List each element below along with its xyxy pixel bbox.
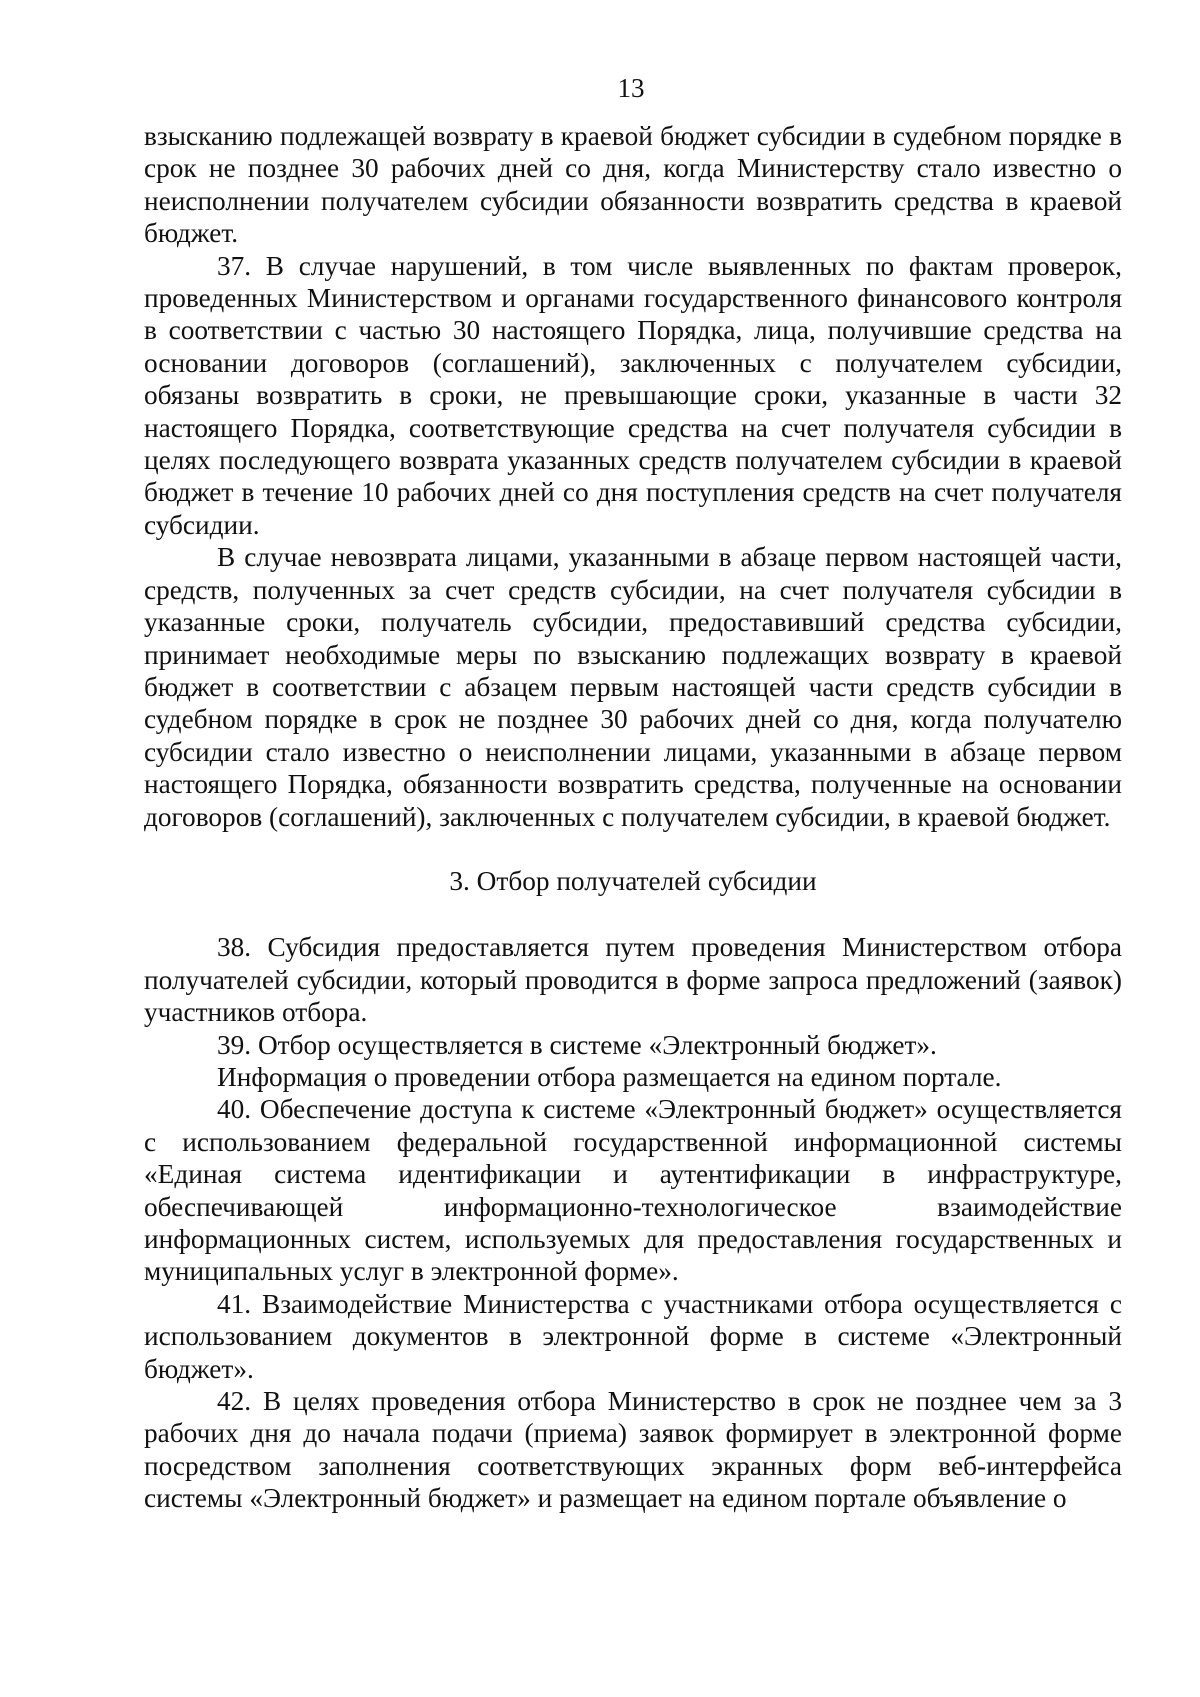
paragraph-40: 40. Обеспечение доступа к системе «Электронный бюджет» осуществляется с использованием федеральной государственной информационной системы «Единая система идентификации и аутентификации в инфраструктуре, обеспечивающей информационно-технологическое взаимодействие информационных систем, используемых для предоставления государственных и муниципальных услуг в электронной форме». [144,1094,1122,1287]
paragraph-37-second: В случае невозврата лицами, указанными в абзаце первом настоящей части, средств, полученных за счет средств субсидии, на счет получателя субсидии в указанные сроки, получатель субсидии, предоставивший средства субсидии, принимает необходимые меры по взысканию подлежащих возврату в краевой бюджет в соответствии с абзацем первым настоящей части средств субсидии в судебном порядке в срок не позднее 30 рабочих дней со дня, когда получателю субсидии стало известно о неисполнении лицами, указанными в абзаце первом настоящего Порядка, обязанности возвратить средства, полученные на основании договоров (соглашений), заключенных с получателем субсидии, в краевой бюджет. [144,542,1122,832]
document-body [144,120,1122,1515]
paragraph-39-second: Информация о проведении отбора размещается на едином портале. [217,1061,1002,1092]
paragraph-41: 41. Взаимодействие Министерства с участниками отбора осуществляется с использованием документов в электронной форме в системе «Электронный бюджет». [144,1288,1122,1384]
paragraph-37: 37. В случае нарушений, в том числе выявленных по фактам проверок, проведенных Министерством и органами государственного финансового контроля в соответствии с частью 30 настоящего Порядка, лица, получившие средства на основании договоров (соглашений), заключенных с получателем субсидии, обязаны возвратить в сроки, не превышающие сроки, указанные в части 32 настоящего Порядка, соответствующие средства на счет получателя субсидии в целях последующего возврата указанных средств получателем субсидии в краевой бюджет в течение 10 рабочих дней со дня поступления средств на счет получателя субсидии. [144,250,1122,540]
paragraph-38: 38. Субсидия предоставляется путем проведения Министерством отбора получателей субсидии, который проводится в форме запроса предложений (заявок) участников отбора. [144,932,1122,1028]
paragraph-continuation: взысканию подлежащей возврату в краевой бюджет субсидии в судебном порядке в срок не позднее 30 рабочих дней со дня, когда Министерству стало известно о неисполнении получателем субсидии обязанности возвратить средства в краевой бюджет. [144,121,1122,249]
section-title: 3. Отбор получателей субсидии [449,865,817,896]
page-number: 13 [617,73,645,103]
paragraph-42: 42. В целях проведения отбора Министерство в срок не позднее чем за 3 рабочих дня до начала подачи (приема) заявок формирует в электронной форме посредством заполнения соответствующих экранных форм веб-интерфейса системы «Электронный бюджет» и размещает на едином портале объявление о [144,1386,1122,1514]
paragraph-39: 39. Отбор осуществляется в системе «Электронный бюджет». [217,1029,937,1060]
